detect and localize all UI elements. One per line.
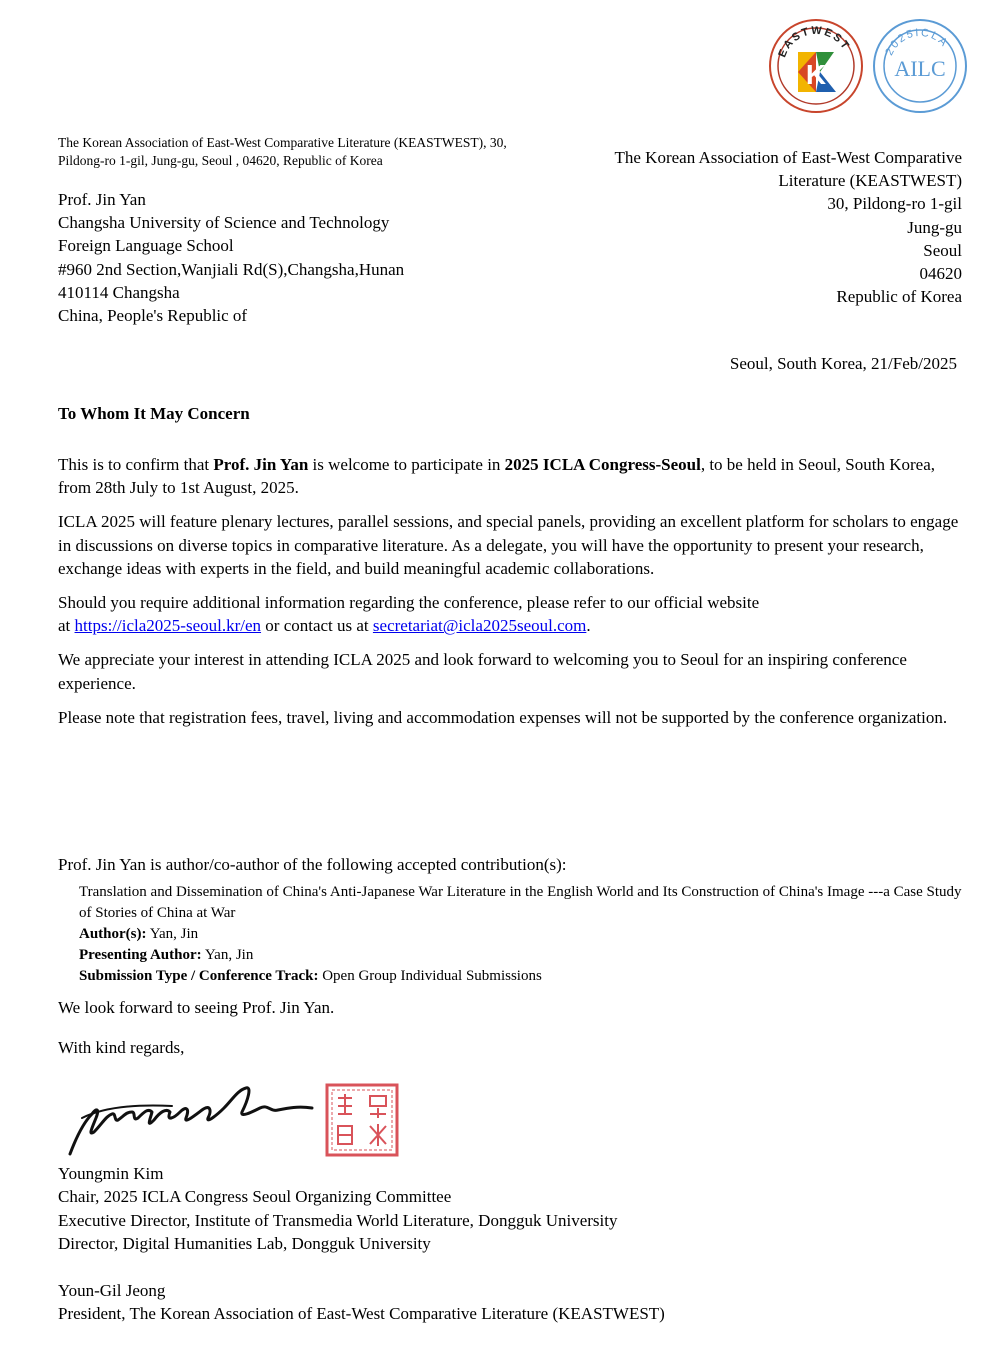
recipient-line: Foreign Language School [58, 236, 234, 256]
recipient-address [58, 188, 404, 327]
signer-2 [58, 1279, 665, 1326]
paragraph-description: ICLA 2025 will feature plenary lectures, parallel sessions, and special panels, providing an excellent platform for scholars to engage in discussions on diverse topics in comparative literature. As a delegate, you will have the opportunity to present your research, exchange ideas with experts in the field, and build meaningful academic collaborations. [58, 512, 959, 578]
keastwest-logo [768, 18, 864, 114]
regards: With kind regards, [58, 1038, 185, 1057]
sender-line: 04620 [919, 264, 962, 284]
sender-address-block [542, 146, 962, 308]
sender-small-line-1: The Korean Association of East-West Comparative Literature (KEASTWEST), 30, [58, 135, 507, 150]
text: , to be held in Seoul, South Korea, from 28th July to 1st August, 2025. [58, 455, 936, 498]
signer-title: Chair, 2025 ICLA Congress Seoul Organizing Committee [58, 1187, 452, 1207]
label: Presenting Author: [79, 947, 202, 963]
paragraph-fees-note: Please note that registration fees, travel, living and accommodation expenses will not be supported by the conference organization. [58, 707, 948, 727]
event-name: 2025 ICLA Congress-Seoul [504, 455, 701, 474]
svg-text:2025ICLA: 2025ICLA [883, 26, 951, 58]
recipient-line: #960 2nd Section,Wanjiali Rd(S),Changsha,Hunan [58, 259, 405, 279]
sender-line: Jung-gu [907, 217, 962, 237]
signer-name: Youn-Gil Jeong [58, 1281, 166, 1300]
contribution-title: Translation and Dissemination of China's Anti-Japanese War Literature in the English World and Its Construction of China's Image ---a Case Study of Stories of China at War [79, 884, 962, 921]
recipient-name: Prof. Jin Yan [58, 190, 146, 209]
text: or contact us at [261, 616, 373, 636]
paragraph-confirmation [58, 453, 966, 499]
signer-title: President, The Korean Association of East-West Comparative Literature (KEASTWEST) [58, 1304, 665, 1324]
value: Yan, Jin [201, 947, 254, 963]
sender-line: Republic of Korea [836, 287, 962, 307]
signer-1 [58, 1162, 617, 1255]
sender-line: Seoul [923, 240, 962, 260]
svg-text:AILC: AILC [894, 56, 946, 81]
sender-line: The Korean Association of East-West Comparative [614, 148, 962, 167]
contribution-type [79, 966, 969, 987]
handwritten-signature [62, 1078, 324, 1160]
contribution-intro: Prof. Jin Yan is author/co-author of the following accepted contribution(s): [58, 855, 567, 874]
recipient-line: Changsha University of Science and Technology [58, 213, 390, 233]
salutation: To Whom It May Concern [58, 404, 250, 423]
text: is welcome to participate in [308, 455, 505, 474]
icla-2025-logo [872, 18, 968, 114]
value: Yan, Jin [146, 926, 199, 942]
label: Submission Type / Conference Track: [79, 968, 319, 984]
paragraph-appreciation: We appreciate your interest in attending ICLA 2025 and look forward to welcoming you to Seoul for an inspiring conference experience. [58, 650, 907, 693]
svg-text:K: K [805, 59, 827, 90]
email-link[interactable]: secretariat@icla2025seoul.com [372, 616, 587, 636]
contribution-authors [79, 924, 969, 945]
value: Open Group Individual Submissions [318, 968, 542, 984]
svg-text:EASTWEST: EASTWEST [776, 24, 853, 60]
official-seal-stamp [324, 1082, 400, 1158]
closing-line: We look forward to seeing Prof. Jin Yan. [58, 998, 335, 1017]
website-link[interactable]: https://icla2025-seoul.kr/en [74, 616, 262, 636]
signer-name: Youngmin Kim [58, 1164, 164, 1183]
date-line: Seoul, South Korea, 21/Feb/2025 [729, 354, 957, 373]
text: at [58, 616, 75, 636]
contribution-presenting-author [79, 945, 969, 966]
sender-address-small [58, 134, 578, 170]
sender-small-line-2: Pildong-ro 1-gil, Jung-gu, Seoul , 04620, Republic of Korea [58, 153, 383, 168]
label: Author(s): [79, 926, 147, 942]
sender-line: 30, Pildong-ro 1-gil [827, 194, 962, 214]
participant-name: Prof. Jin Yan [213, 455, 309, 474]
sender-line: Literature (KEASTWEST) [778, 171, 962, 191]
text: This is to confirm that [58, 455, 214, 474]
contribution-details [79, 882, 969, 987]
text: . [586, 616, 591, 636]
paragraph-contact [58, 591, 966, 637]
text: Should you require additional information regarding the conference, please refer to our official website [58, 593, 760, 613]
letter-body [58, 453, 966, 740]
recipient-line: China, People's Republic of [58, 306, 248, 326]
signer-title: Director, Digital Humanities Lab, Dongguk University [58, 1233, 431, 1253]
recipient-line: 410114 Changsha [58, 282, 180, 302]
signer-title: Executive Director, Institute of Transmedia World Literature, Dongguk University [58, 1210, 618, 1230]
